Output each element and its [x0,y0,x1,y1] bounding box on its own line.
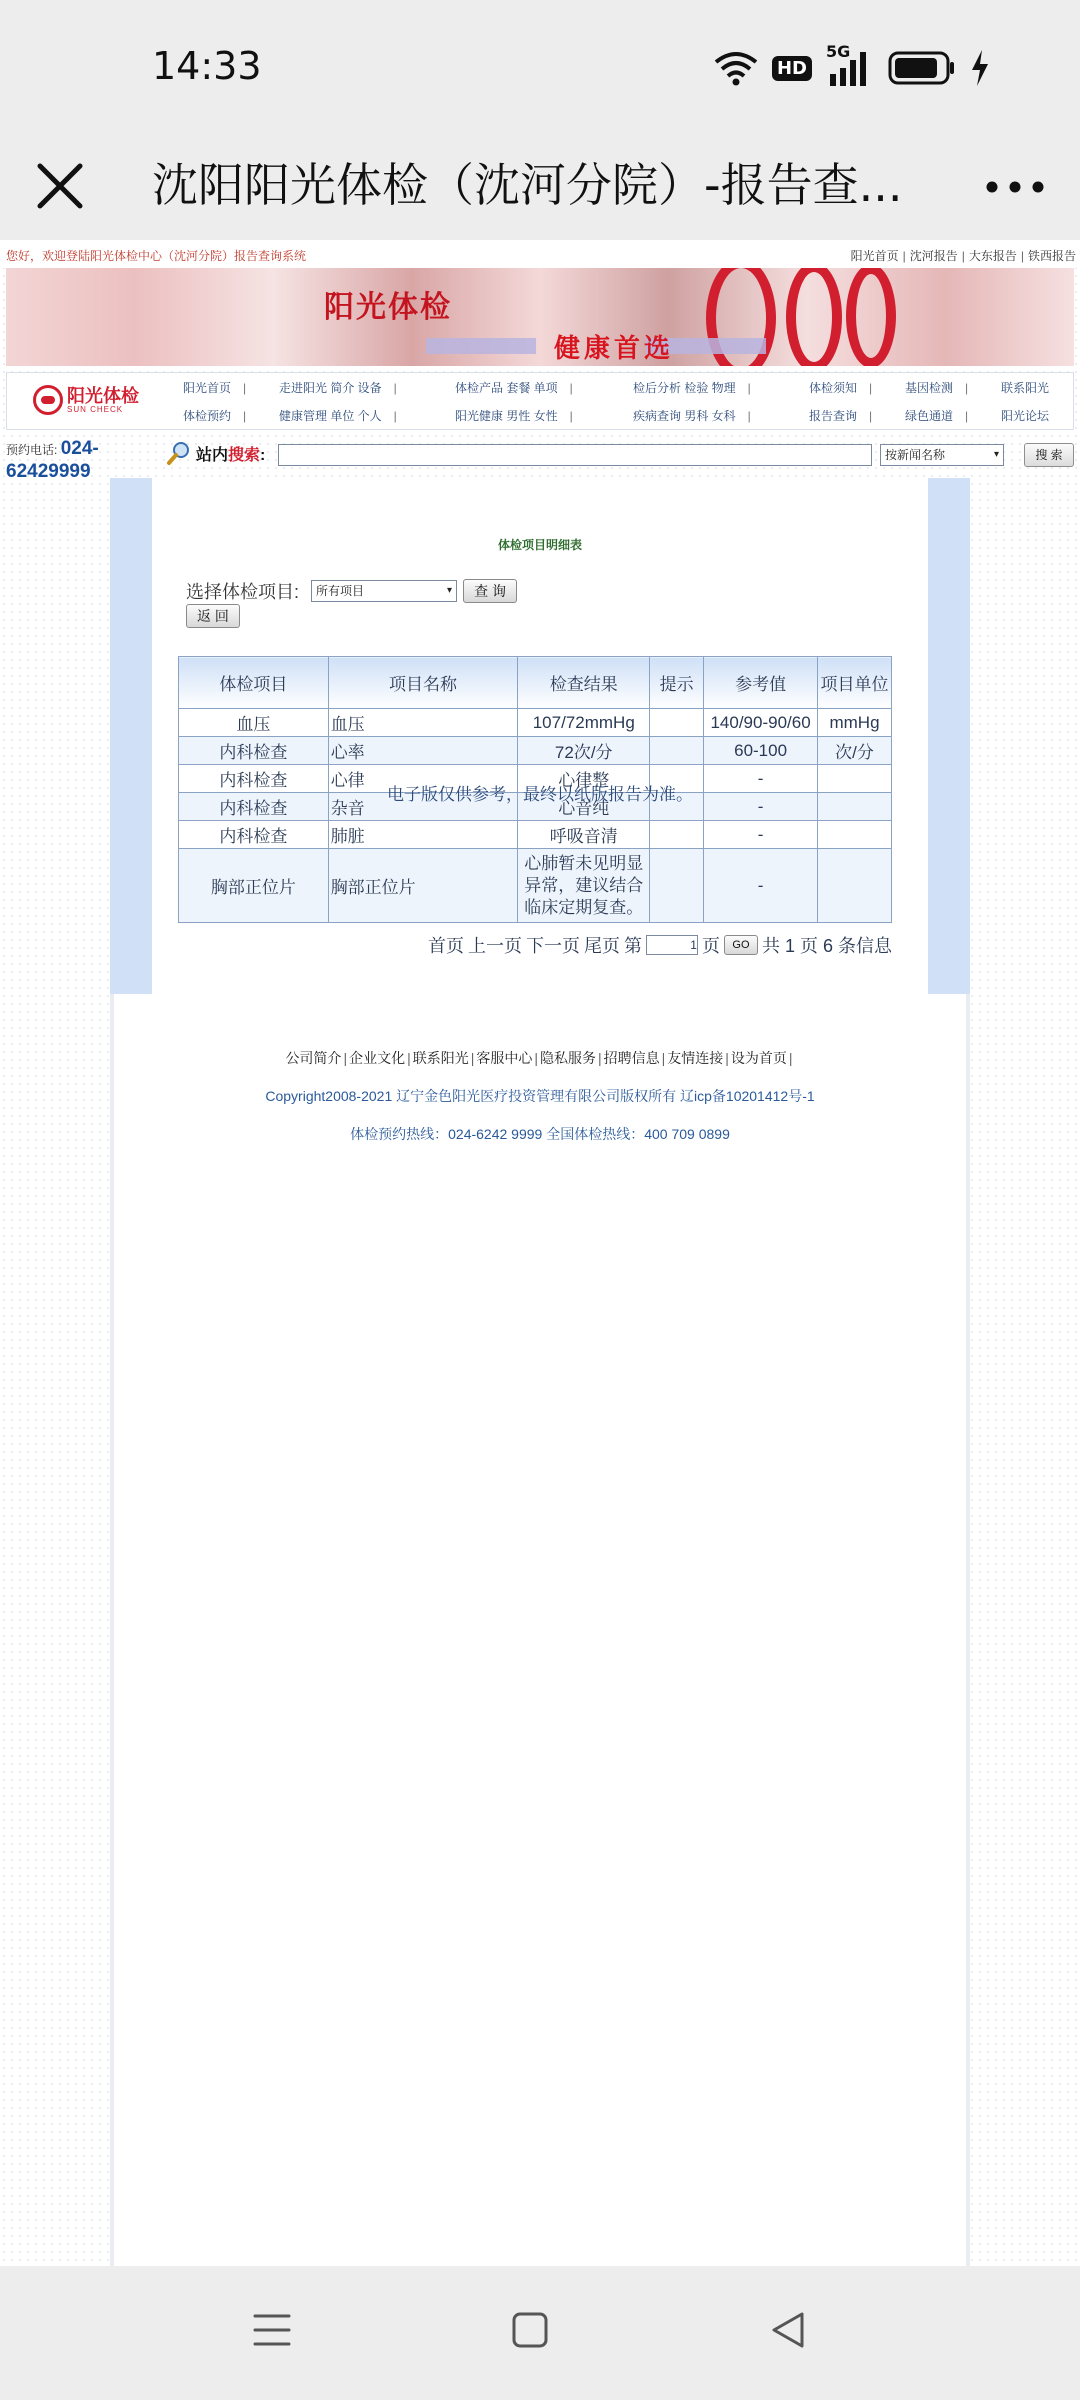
nav-sep: | [965,409,969,423]
footer-sep: | [598,1050,602,1066]
cell-name: 肺脏 [328,821,518,849]
nav-health[interactable] [455,407,573,424]
top-link-shenhe[interactable]: 沈河报告 [909,249,958,263]
nav-label: 走进阳光 简介 设备 [279,381,382,395]
brand-en: SUN CHECK [67,404,124,414]
copyright: Copyright2008-2021 辽宁金色阳光医疗投资管理有限公司版权所有 辽icp备10201412号-1 [265,1088,815,1104]
cell-hint [650,737,704,765]
search-input[interactable] [278,444,872,466]
cell-name: 血压 [328,709,518,737]
cell-hint [650,821,704,849]
footer-sep: | [407,1050,411,1066]
cell-hint [650,849,704,923]
nav-sep: | [393,381,397,395]
cell-category: 内科检查 [179,793,329,821]
table-row [179,821,892,849]
cell-reference: 140/90-90/60 [704,709,818,737]
cell-reference: 60-100 [704,737,818,765]
nav-contact[interactable] [1001,379,1049,396]
pager-prev[interactable]: 上一页 [467,936,522,956]
cell-category: 血压 [179,709,329,737]
footer-link-intro[interactable]: 公司简介 [285,1050,342,1066]
nav-label: 体检须知 [809,381,858,395]
frame-side-right [928,478,970,994]
banner-arch [786,268,842,366]
top-link-tiexi[interactable]: 铁西报告 [1027,249,1076,263]
col-header-reference: 参考值 [704,657,818,709]
cell-category: 胸部正位片 [179,849,329,923]
cell-reference: - [704,793,818,821]
wifi-icon [714,50,758,86]
booking-phone [6,438,116,484]
banner-strip [426,338,536,354]
charging-icon [970,50,990,86]
footer-link-culture[interactable]: 企业文化 [349,1050,406,1066]
pager-first[interactable]: 首页 [427,936,464,956]
brand-logo-icon [33,385,63,415]
banner-slogan: 健康首选 [554,334,675,364]
nav-label: 绿色通道 [905,409,954,423]
welcome-bar [0,240,1080,268]
footer-link-contact[interactable]: 联系阳光 [412,1050,469,1066]
hotline: 体检预约热线：024-6242 9999 全国体检热线：400 709 0899 [350,1126,730,1142]
nav-sep: | [747,409,751,423]
item-select-label: 选择体检项目: [186,582,300,602]
cell-result: 呼吸音清 [518,821,650,849]
nav-label: 体检预约 [183,409,232,423]
nav-forum[interactable] [1001,407,1049,424]
nav-gene[interactable] [905,379,968,396]
web-content [0,240,1080,2266]
nav-label: 基因检测 [905,381,954,395]
top-link-sep: | [961,249,965,263]
nav-label: 体检产品 套餐 单项 [455,381,558,395]
nav-notice[interactable] [809,379,872,396]
footer-sep: | [725,1050,729,1066]
nav-label: 报告查询 [809,409,858,423]
cell-unit: 次/分 [818,737,892,765]
search-label-prefix: 站内 [196,447,229,464]
footer-sep: | [534,1050,538,1066]
cell-reference: - [704,765,818,793]
footer-sep: | [788,1050,793,1066]
frame-lower [114,994,966,2266]
nav-label: 阳光首页 [183,381,232,395]
footer-link-jobs[interactable]: 招聘信息 [603,1050,660,1066]
cell-result: 心律整 [518,765,650,793]
nav-sep: | [569,409,573,423]
search-type-select[interactable] [880,444,1004,466]
cell-unit [818,849,892,923]
more-icon[interactable] [980,162,1050,212]
pager-page-prefix: 第 [623,936,642,956]
pager-last[interactable]: 尾页 [583,936,620,956]
col-header-category: 体检项目 [179,657,329,709]
brand-logo[interactable] [33,385,139,415]
footer-link-friends[interactable]: 友情连接 [667,1050,724,1066]
cell-name: 心率 [328,737,518,765]
nav-sep: | [393,409,397,423]
detail-title: 体检项目明细表 [497,538,582,552]
nav-sep: | [869,381,873,395]
back-icon[interactable] [768,2310,808,2350]
nav-health-mgmt[interactable] [279,407,397,424]
cell-result: 心肺暂未见明显异常，建议结合临床定期复查。 [518,849,650,923]
search-type-value: 按新闻名称 [885,448,946,462]
back-button[interactable]: 返 回 [186,604,240,628]
footer-sep: | [661,1050,666,1066]
query-button[interactable]: 查 询 [463,579,517,603]
banner-arch [846,268,896,366]
cell-name: 胸部正位片 [328,849,518,923]
pagination [152,932,892,958]
phone-label: 预约电话: [6,443,58,457]
cell-result: 72次/分 [518,737,650,765]
battery-icon [888,51,956,85]
nav-label: 阳光健康 男性 女性 [455,409,558,423]
status-bar [0,0,1080,132]
hd-icon: HD [772,56,812,81]
go-button[interactable]: GO [724,935,758,955]
status-icons [714,42,990,90]
table-row [179,849,892,923]
page-title: 沈阳阳光体检（沈河分院）-报告查... [152,158,903,212]
cell-category: 内科检查 [179,765,329,793]
nav-label: 检后分析 检验 物理 [633,381,736,395]
network-label: 5G [826,42,851,61]
close-icon[interactable] [30,156,90,216]
site-nav [6,372,1074,430]
table-row [179,737,892,765]
cell-unit: mmHg [818,709,892,737]
col-header-unit: 项目单位 [818,657,892,709]
nav-sep: | [243,409,247,423]
nav-products[interactable] [455,379,573,396]
top-link-home[interactable]: 阳光首页 [850,249,899,263]
home-icon[interactable] [510,2310,550,2350]
nav-sep: | [747,381,751,395]
system-nav-bar [0,2266,1080,2400]
nav-label: 阳光论坛 [1001,409,1050,423]
cell-reference: - [704,821,818,849]
cell-result: 心音纯 [518,793,650,821]
banner-logo-text: 阳光体检 [324,290,452,325]
detail-panel [152,478,928,994]
cell-category: 内科检查 [179,737,329,765]
footer-links [0,1048,1080,1068]
pager-page-suffix: 页 [701,936,720,956]
footer-link-service[interactable]: 客服中心 [476,1050,533,1066]
nav-green[interactable] [905,407,968,424]
table-row [179,709,892,737]
col-header-result: 检查结果 [518,657,650,709]
nav-disease[interactable] [633,407,751,424]
item-select-value: 所有项目 [316,584,365,598]
nav-booking[interactable] [183,407,246,424]
browser-title-bar [0,132,1080,240]
footer-link-sethome[interactable]: 设为首页 [730,1050,787,1066]
col-header-name: 项目名称 [328,657,518,709]
search-label-red: 搜索 [228,447,261,464]
search-icon [166,440,192,466]
nav-label: 疾病查询 男科 女科 [633,409,736,423]
chevron-down-icon: ▾ [993,449,999,460]
search-label-suffix: : [260,447,266,464]
phone-number[interactable]: 024-62429999 [6,438,99,482]
menu-icon[interactable] [252,2310,292,2350]
pager-next[interactable]: 下一页 [525,936,580,956]
status-time: 14:33 [152,44,262,88]
page-number-input[interactable]: 1 [646,935,698,955]
col-header-hint: 提示 [650,657,704,709]
frame-side-left [110,478,152,994]
nav-sep: | [965,381,969,395]
nav-label: 联系阳光 [1001,381,1050,395]
footer-sep: | [343,1050,348,1066]
cell-hint [650,709,704,737]
cell-result: 107/72mmHg [518,709,650,737]
search-button[interactable]: 搜 索 [1024,443,1074,467]
chevron-down-icon: ▾ [446,585,453,596]
top-link-dadong[interactable]: 大东报告 [968,249,1017,263]
cell-unit [818,821,892,849]
nav-analysis[interactable] [633,379,751,396]
pager-summary: 共 1 页 6 条信息 [761,936,892,956]
footer-link-privacy[interactable]: 隐私服务 [540,1050,596,1066]
nav-home[interactable] [183,379,246,396]
nav-label: 健康管理 单位 个人 [279,409,382,423]
site-search-label [196,442,265,465]
signal-5g-icon [826,42,874,88]
nav-sep: | [869,409,873,423]
site-banner [6,268,1074,366]
footer-sep: | [470,1050,475,1066]
cell-category: 内科检查 [179,821,329,849]
top-links [851,247,1076,264]
item-select-row [186,578,517,604]
top-link-sep: | [902,249,906,263]
cell-name: 心律 [328,765,518,793]
brand-name: 阳光体检 [67,385,139,406]
nav-report[interactable] [809,407,872,424]
cell-reference: - [704,849,818,923]
top-link-sep: | [1020,249,1024,263]
item-select[interactable] [311,580,457,602]
content-frame [110,478,970,2266]
brand-text [67,387,139,414]
welcome-text: 您好，欢迎登陆阳光体检中心（沈河分院）报告查询系统 [6,249,307,263]
nav-about[interactable] [279,379,397,396]
table-header-row [179,657,892,709]
cell-name: 杂音 [328,793,518,821]
nav-sep: | [243,381,247,395]
footer-note: 电子版仅供参考，最终以纸版报告为准。 [387,785,693,804]
nav-sep: | [569,381,573,395]
